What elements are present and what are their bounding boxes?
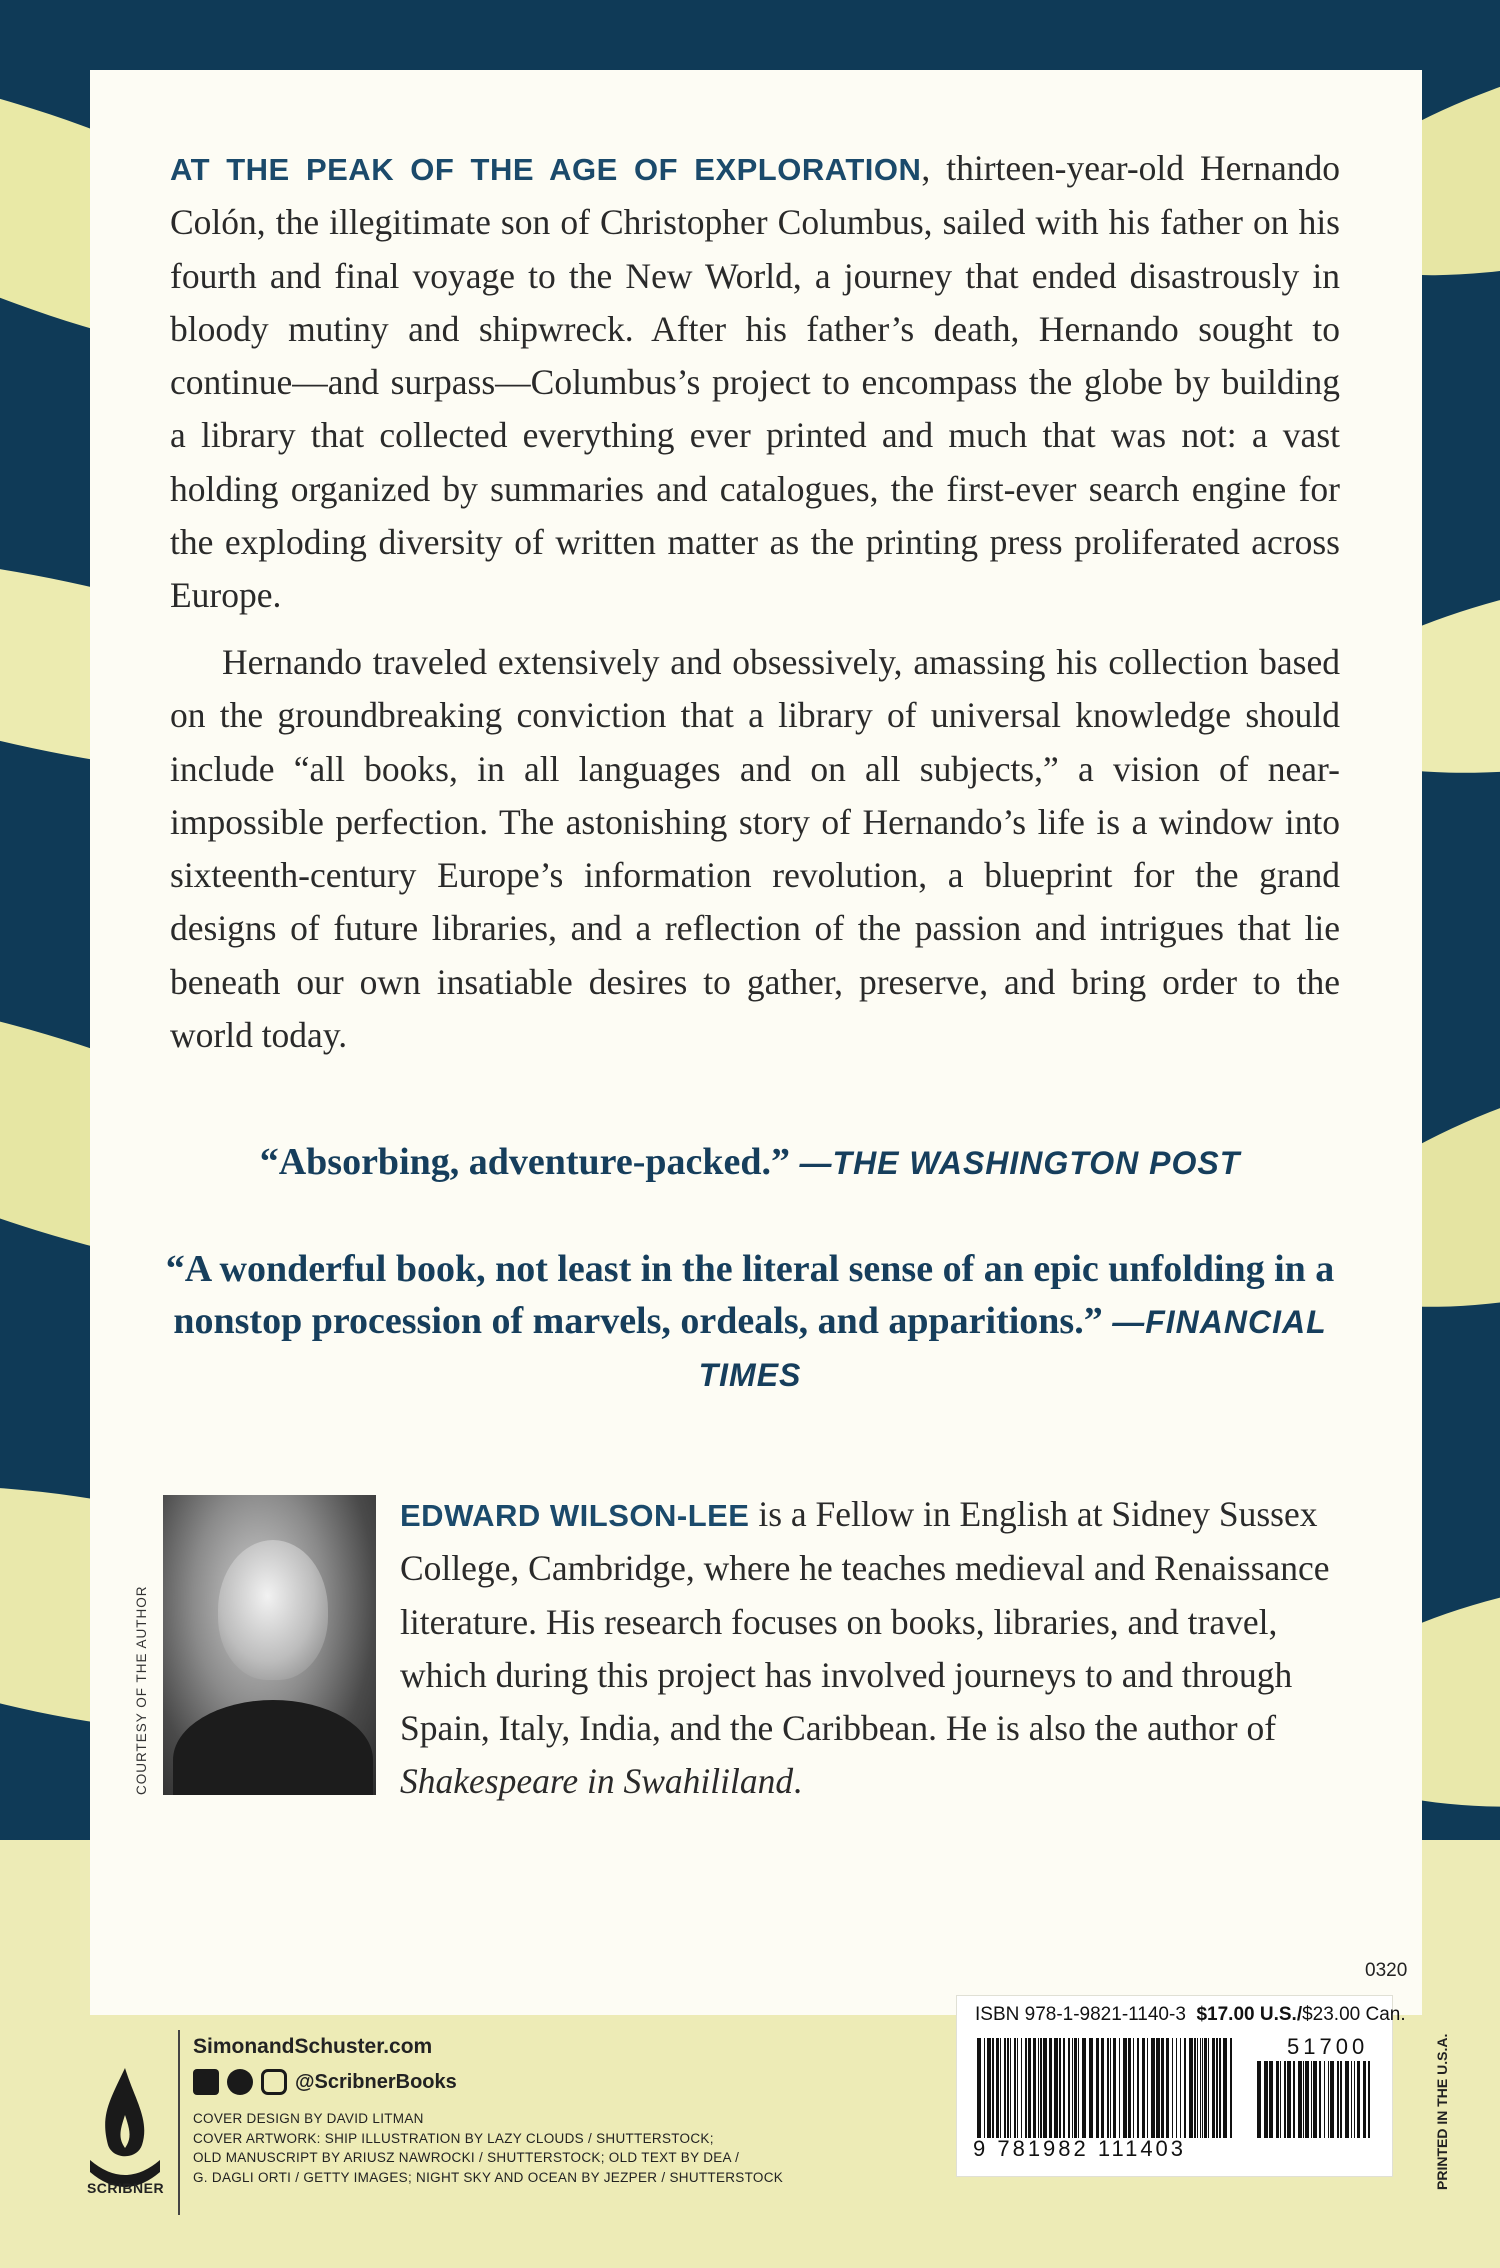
publisher-info: [193, 2035, 783, 2187]
barcode-bar: [987, 2038, 991, 2138]
description-paragraph-2: Hernando traveled extensively and obsessively, amassing his collection based on the groundbreaking conviction that a library of universal knowledge should include “all books, in all languages and on all subjects,” a vision of near-impossible perfection. The astonishing story of Hernando’s life is a window into sixteenth-century Europe’s information revolution, a blueprint for the grand designs of future libraries, and a reflection of the passion and intrigues that lie beneath our own insatiable desires to gather, preserve, and bring order to the world today.: [170, 642, 1340, 1056]
photo-credit: COURTESY OF THE AUTHOR: [134, 1585, 149, 1795]
barcode-bar: [996, 2038, 999, 2138]
isbn-label: ISBN 978-1-9821-1140-3: [975, 2004, 1186, 2025]
isbn-barcode: [975, 2038, 1235, 2138]
barcode-bar: [1219, 2038, 1221, 2138]
barcode-bar: [1033, 2038, 1036, 2138]
author-name: EDWARD WILSON-LEE: [400, 1498, 750, 1533]
barcode-bar: [1180, 2038, 1181, 2138]
barcode-bar: [1305, 2061, 1309, 2138]
barcode-bar: [1078, 2038, 1079, 2138]
barcode-bar: [1089, 2038, 1093, 2138]
barcode-bar: [1293, 2061, 1295, 2138]
barcode-bar: [1113, 2038, 1116, 2138]
review-quote-1-source: —THE WASHINGTON POST: [799, 1145, 1241, 1181]
barcode-bar: [1208, 2038, 1209, 2138]
social-handle[interactable]: @ScribnerBooks: [295, 2070, 457, 2093]
barcode-bar: [1345, 2061, 1349, 2138]
barcode-bar: [1151, 2038, 1155, 2138]
barcode-bar: [1276, 2061, 1279, 2138]
barcode-bar: [1082, 2038, 1086, 2138]
credit-line: COVER ARTWORK: SHIP ILLUSTRATION BY LAZY CLOUDS / SHUTTERSTOCK;: [193, 2130, 714, 2146]
price-can: $23.00 Can.: [1302, 2004, 1406, 2025]
barcode-bar: [1142, 2038, 1145, 2138]
description-paragraph-1: [170, 142, 1340, 623]
barcode-bar: [1284, 2061, 1286, 2138]
barcode-bar: [1028, 2038, 1031, 2138]
barcode-bar: [1004, 2038, 1006, 2138]
barcode-bar: [1204, 2038, 1207, 2138]
ean-digits: 9 781982 111403: [973, 2136, 1187, 2161]
barcode-bar: [1156, 2038, 1160, 2138]
credit-line: G. DAGLI ORTI / GETTY IMAGES; NIGHT SKY AND OCEAN BY JEZPER / SHUTTERSTOCK: [193, 2169, 784, 2185]
barcode-bar: [1119, 2038, 1120, 2138]
barcode-bar: [984, 2038, 985, 2138]
barcode-bar: [1172, 2038, 1173, 2138]
barcode-bar: [1313, 2061, 1317, 2138]
credit-line: OLD MANUSCRIPT BY ARIUSZ NAWROCKI / SHUTTERSTOCK; OLD TEXT BY DEA /: [193, 2150, 740, 2165]
review-quote-1: [160, 1136, 1340, 1189]
barcode-bar: [1096, 2038, 1099, 2138]
description-paragraph-1-text: , thirteen-year-old Hernando Colón, the illegitimate son of Christopher Columbus, sailed with his father on his fourth and final voyage to the New World, a journey that ended disastrously in bloody mutiny and shipwreck. After his father’s death, Hernando sought to continue—and surpass—Columbus’s project to encompass the globe by building a library that collected everything ever printed and much that was not: a vast holding organized by summaries and catalogues, the first-ever search engine for the exploding diversity of written matter as the printing press proliferated across Europe.: [170, 148, 1340, 616]
barcode-bar: [1368, 2061, 1370, 2138]
barcode-bar: [1110, 2038, 1111, 2138]
barcode-bar: [1303, 2061, 1304, 2138]
barcode-bar: [1363, 2061, 1366, 2138]
barcode-bar: [1328, 2061, 1329, 2138]
barcode-bar: [1101, 2038, 1104, 2138]
barcode-bar: [1202, 2038, 1203, 2138]
barcode-bar: [977, 2038, 981, 2138]
barcode-bar: [1257, 2061, 1261, 2138]
author-book-title: Shakespeare in Swahililand: [400, 1761, 794, 1802]
author-photo: [163, 1495, 376, 1795]
barcode-bar: [1340, 2061, 1342, 2138]
barcode-bar: [1007, 2038, 1009, 2138]
barcode-bar: [1128, 2038, 1131, 2138]
barcode-bar: [1287, 2061, 1291, 2138]
barcode-bar: [1200, 2038, 1201, 2138]
twitter-icon[interactable]: [227, 2069, 253, 2095]
printed-in-label: PRINTED IN THE U.S.A.: [1434, 2033, 1450, 2190]
barcode-bar: [1357, 2061, 1360, 2138]
barcode-block: [956, 1995, 1406, 2177]
barcode-bar: [1043, 2038, 1047, 2138]
cover-credits: [193, 2109, 783, 2187]
addon-digits: 51700: [1287, 2034, 1369, 2059]
barcode-bar: [1280, 2061, 1281, 2138]
barcode-bar: [1059, 2038, 1061, 2138]
barcode-bar: [1068, 2038, 1070, 2138]
social-links: [193, 2069, 783, 2095]
barcode-bar: [1054, 2038, 1058, 2138]
barcode-bar: [1324, 2061, 1325, 2138]
barcode-bar: [1189, 2038, 1193, 2138]
barcode-bar: [1107, 2038, 1109, 2138]
barcode-bar: [1269, 2061, 1273, 2138]
barcode-bar: [1330, 2061, 1334, 2138]
price-us: $17.00 U.S./: [1196, 2004, 1303, 2025]
barcode-bar: [1212, 2038, 1215, 2138]
barcode-bar: [1049, 2038, 1052, 2138]
barcode-bar: [1014, 2038, 1016, 2138]
facebook-icon[interactable]: [193, 2069, 219, 2095]
barcode-bar: [1010, 2038, 1011, 2138]
barcode-bar: [1298, 2061, 1302, 2138]
barcode-bar: [1194, 2038, 1196, 2138]
review-quote-1-text: “Absorbing, adventure-packed.”: [259, 1141, 791, 1183]
scribner-logo-text: SCRIBNER: [86, 2180, 165, 2196]
author-photo-head: [218, 1540, 328, 1680]
author-photo-shoulders: [173, 1700, 373, 1795]
instagram-icon[interactable]: [261, 2069, 287, 2095]
price-code: 0320: [1365, 1960, 1408, 1981]
isbn-price-line: [975, 2004, 1406, 2026]
review-quote-2: [160, 1243, 1340, 1401]
publisher-url[interactable]: SimonandSchuster.com: [193, 2035, 433, 2058]
barcode-bar: [1197, 2038, 1198, 2138]
barcode-bar: [1038, 2038, 1039, 2138]
barcode-bar: [1040, 2038, 1042, 2138]
barcode-bar: [1176, 2038, 1177, 2138]
barcode-bar: [1072, 2038, 1073, 2138]
barcode-bar: [1337, 2061, 1339, 2138]
barcode-bar: [1351, 2061, 1352, 2138]
barcode-bar: [1184, 2038, 1186, 2138]
credit-line: COVER DESIGN BY DAVID LITMAN: [193, 2111, 424, 2126]
price-addon-barcode: [1255, 2061, 1375, 2138]
barcode-bar: [1147, 2038, 1148, 2138]
barcode-bar: [1161, 2038, 1164, 2138]
barcode-bar: [992, 2038, 994, 2138]
author-bio-text: is a Fellow in English at Sidney Sussex College, Cambridge, where he teaches medieval and Renaissance literature. His research focuses on books, libraries, and travel, which during this project has involved journeys to and through Spain, Italy, India, and the Caribbean. He is also the author of: [400, 1494, 1330, 1749]
footer-divider: [178, 2030, 180, 2215]
barcode-bar: [1123, 2038, 1127, 2138]
review-quote-2-text: “A wonderful book, not least in the literal sense of an epic unfolding in a nonstop procession of marvels, ordeals, and apparitions.”: [165, 1248, 1335, 1342]
author-bio: [400, 1488, 1330, 1809]
review-quote-2-source: —FINANCIAL TIMES: [698, 1304, 1327, 1393]
barcode-bar: [1311, 2061, 1312, 2138]
barcode-bar: [1264, 2061, 1268, 2138]
barcode-bar: [1166, 2038, 1169, 2138]
barcode-bar: [1021, 2038, 1022, 2138]
barcode-bar: [1319, 2061, 1321, 2138]
barcode-bar: [1230, 2038, 1232, 2138]
barcode-bar: [1354, 2061, 1355, 2138]
description-lead: AT THE PEAK OF THE AGE OF EXPLORATION: [170, 152, 922, 187]
barcode-bar: [1137, 2038, 1139, 2138]
barcode-bar: [1063, 2038, 1065, 2138]
barcode-bar: [1017, 2038, 1018, 2138]
barcode-bar: [1223, 2038, 1227, 2138]
barcode-bar: [1133, 2038, 1134, 2138]
barcode-bar: [1216, 2038, 1218, 2138]
barcode-bar: [1025, 2038, 1027, 2138]
barcode-bar: [1074, 2038, 1077, 2138]
author-bio-end: .: [793, 1761, 802, 1802]
barcode-bar: [1000, 2038, 1001, 2138]
